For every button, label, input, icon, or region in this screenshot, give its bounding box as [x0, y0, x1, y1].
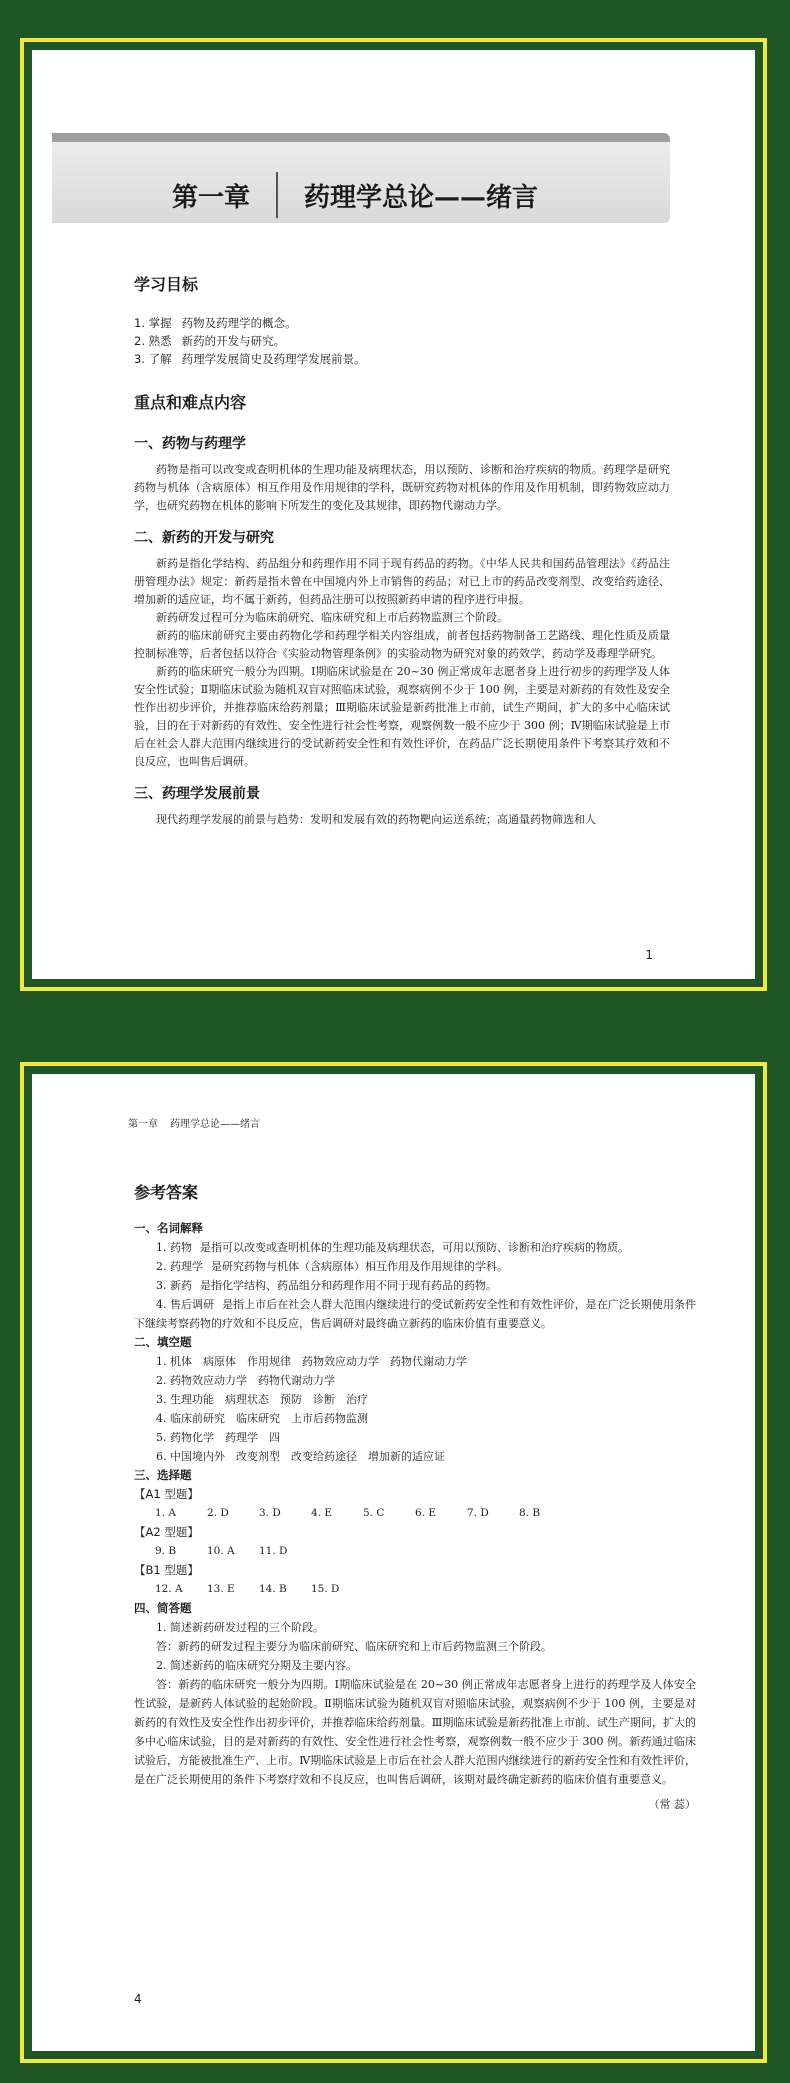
definition-term: 2. 药理学 — [156, 1260, 203, 1273]
definition-term: 4. 售后调研 — [156, 1298, 215, 1311]
mc-answer: 14. B — [259, 1583, 287, 1595]
page-1 — [32, 50, 755, 979]
definition-text: 是研究药物与机体（含病原体）相互作用及作用规律的学科。 — [211, 1260, 508, 1273]
mc-answer: 10. A — [207, 1545, 235, 1557]
objectives-heading: 学习目标 — [134, 275, 199, 294]
definition-term: 3. 新药 — [156, 1279, 192, 1292]
mc-answer: 6. E — [415, 1507, 437, 1519]
definition-item — [134, 1257, 696, 1276]
fill-blank-answer: 2. 药物效应动力学 药物代谢动力学 — [156, 1374, 335, 1387]
mc-answer: 9. B — [155, 1545, 177, 1557]
mc-type-label: 【A2 型题】 — [134, 1525, 199, 1539]
part-1-heading: 一、名词解释 — [134, 1221, 203, 1235]
mc-answer: 7. D — [467, 1507, 489, 1519]
running-head — [128, 1115, 260, 1130]
mc-type-label: 【A1 型题】 — [134, 1487, 199, 1501]
objective-label: 2. 熟悉 — [134, 334, 172, 348]
paragraph: 新药的临床前研究主要由药物化学和药理学相关内容组成，前者包括药物制备工艺路线、理化性质及质量控制标准等，后者包括以符合《实验动物管理条例》的实验动物为研究对象的药效学、药动学及毒理学研究。 — [134, 629, 670, 660]
objective-text: 新药的开发与研究。 — [181, 334, 286, 348]
short-answer: 答：新药的研发过程主要分为临床前研究、临床研究和上市后药物监测三个阶段。 — [156, 1640, 552, 1653]
objective-text: 药理学发展简史及药理学发展前景。 — [181, 352, 366, 366]
fill-blank-answer: 3. 生理功能 病理状态 预防 诊断 治疗 — [156, 1393, 368, 1406]
mc-type-label: 【B1 型题】 — [134, 1563, 199, 1577]
objective-label: 1. 掌握 — [134, 316, 172, 330]
page-number: 1 — [645, 948, 653, 962]
definition-term: 1. 药物 — [156, 1241, 192, 1254]
objectives-list — [134, 314, 670, 368]
chapter-banner — [52, 133, 670, 223]
chapter-title: 药理学总论——绪言 — [304, 182, 539, 213]
running-head-chapter: 第一章 — [128, 1119, 158, 1130]
fill-blank-answer: 1. 机体 病原体 作用规律 药物效应动力学 药物代谢动力学 — [156, 1355, 467, 1368]
mc-answer-row — [134, 1580, 696, 1599]
short-question: 2. 简述新药的临床研究分期及主要内容。 — [156, 1659, 357, 1672]
mc-answer: 2. D — [207, 1507, 229, 1519]
mc-answer: 1. A — [155, 1507, 176, 1519]
page-number: 4 — [134, 1992, 142, 2006]
mc-answer: 11. D — [259, 1545, 288, 1557]
running-head-title: 药理学总论——绪言 — [170, 1119, 260, 1130]
fill-blank-answer: 4. 临床前研究 临床研究 上市后药物监测 — [156, 1412, 368, 1425]
paragraph: 现代药理学发展的前景与趋势：发明和发展有效的药物靶向运送系统；高通量药物筛选和人 — [156, 813, 596, 826]
paragraph: 药物是指可以改变或查明机体的生理功能及病理状态，用以预防、诊断和治疗疾病的物质。药理学是研究药物与机体（含病原体）相互作用及作用规律的学科，既研究药物对机体的作用及作用机制，即药物效应动力学，也研究药物在机体的影响下所发生的变化及其规律，即药物代谢动力学。 — [134, 463, 670, 512]
objective-item — [134, 350, 670, 368]
definition-text: 是指上市后在社会人群大范围内继续进行的受试新药安全性和有效性评价，是在广泛长期使用条件下继续考察药物的疗效和不良反应，售后调研对最终确立新药的临床价值有重要意义。 — [134, 1298, 696, 1330]
objective-item — [134, 332, 670, 350]
mc-answer: 12. A — [155, 1583, 183, 1595]
section-1-heading: 一、药物与药理学 — [134, 436, 246, 452]
keypoints-heading: 重点和难点内容 — [134, 393, 247, 412]
mc-answer-row — [134, 1542, 696, 1561]
chapter-number: 第一章 — [172, 182, 251, 213]
page-frame-2 — [20, 1062, 767, 2063]
objective-item — [134, 314, 670, 332]
mc-answer: 3. D — [259, 1507, 281, 1519]
short-question: 1. 简述新药研发过程的三个阶段。 — [156, 1621, 324, 1634]
mc-answer: 8. B — [519, 1507, 541, 1519]
objective-text: 药物及药理学的概念。 — [181, 316, 297, 330]
definition-item — [134, 1295, 696, 1333]
section-3-heading: 三、药理学发展前景 — [134, 786, 260, 802]
mc-answer-row — [134, 1504, 696, 1523]
page-2-body — [134, 1180, 696, 1814]
definition-item — [134, 1276, 696, 1295]
definition-text: 是指可以改变或查明机体的生理功能及病理状态，可用以预防、诊断和治疗疾病的物质。 — [200, 1241, 629, 1254]
author-signature: （常 蕊） — [648, 1798, 696, 1811]
section-2-heading: 二、新药的开发与研究 — [134, 530, 274, 546]
mc-answer: 15. D — [311, 1583, 340, 1595]
fill-blank-answer: 5. 药物化学 药理学 四 — [156, 1431, 280, 1444]
page-1-body — [134, 272, 670, 829]
definition-text: 是指化学结构、药品组分和药理作用不同于现有药品的药物。 — [200, 1279, 497, 1292]
definition-item — [134, 1238, 696, 1257]
paragraph: 新药是指化学结构、药品组分和药理作用不同于现有药品的药物。《中华人民共和国药品管理法》《药品注册管理办法》规定：新药是指未曾在中国境内外上市销售的药品；对已上市的药品改变剂型、改变给药途径、增加新的适应证，均不属于新药，但药品注册可以按照新药申请的程序进行申报。 — [134, 557, 670, 606]
page-2 — [32, 1074, 755, 2051]
banner-divider — [276, 172, 278, 218]
page-frame-1 — [20, 38, 767, 991]
objective-label: 3. 了解 — [134, 352, 172, 366]
mc-answer: 5. C — [363, 1507, 385, 1519]
part-3-heading: 三、选择题 — [134, 1468, 192, 1482]
mc-answer: 4. E — [311, 1507, 333, 1519]
answers-heading: 参考答案 — [134, 1183, 199, 1202]
paragraph: 新药研发过程可分为临床前研究、临床研究和上市后药物监测三个阶段。 — [156, 611, 508, 624]
short-answer: 答：新药的临床研究一般分为四期。Ⅰ期临床试验是在 20~30 例正常成年志愿者身上进行的药理学及人体安全性试验，是新药人体试验的起始阶段。Ⅱ期临床试验为随机双盲对照临床试验，观察病例不少于 100 例，主要是对新药的有效性及安全性作出初步评价，并推荐临床给药剂量。Ⅲ期临床试验是新药批准上市前、试生产期间，扩大的多中心临床试验，目的是对新药的有效性、安全性进行社会性考察，观察例数一般不应少于 300 例。新药通过临床试验后，方能被批准生产、上市。Ⅳ期临床试验是上市后在社会人群大范围内继续进行的新药安全性和有效性评价，是在广泛长期使用的条件下考察疗效和不良反应，也叫售后调研，该期对最终确定新药的临床价值有重要意义。 — [134, 1678, 696, 1786]
paragraph: 新药的临床研究一般分为四期。Ⅰ期临床试验是在 20~30 例正常成年志愿者身上进行初步的药理学及人体安全性试验；Ⅱ期临床试验为随机双盲对照临床试验，观察病例不少于 100 例，主要是对新药的有效性及安全性作出初步评价，并推荐临床给药剂量；Ⅲ期临床试验是新药批准上市前，试生产期间，扩大的多中心临床试验，目的在于对新药的有效性、安全性进行社会性考察，观察例数一般不应少于 300 例；Ⅳ期临床试验是上市后在社会人群大范围内继续进行的受试新药安全性和有效性评价，在药品广泛长期使用条件下考察其疗效和不良反应，也叫售后调研。 — [134, 665, 670, 768]
mc-answer: 13. E — [207, 1583, 235, 1595]
part-4-heading: 四、简答题 — [134, 1601, 192, 1615]
part-2-heading: 二、填空题 — [134, 1335, 192, 1349]
fill-blank-answer: 6. 中国境内外 改变剂型 改变给药途径 增加新的适应证 — [156, 1450, 445, 1463]
